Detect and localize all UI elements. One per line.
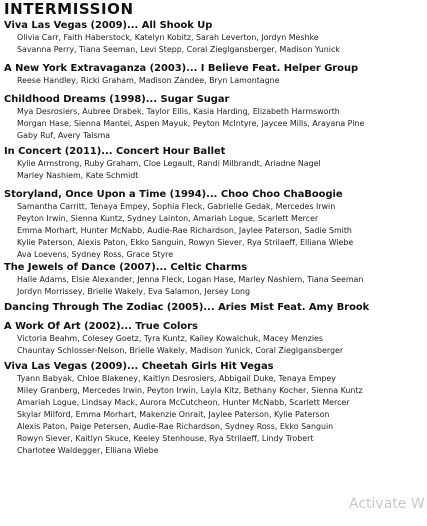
dancer-line: Morgan Hase, Sienna Mantei, Aspen Mayuk, Peyton McIntyre, Jaycee Mills, Arayana Pine <box>17 119 365 128</box>
act-title: In Concert (2011)... Concert Hour Ballet <box>4 146 226 157</box>
act-title: A Work Of Art (2002)... True Colors <box>4 321 198 332</box>
dancer-line: Kylie Paterson, Alexis Paton, Ekko Sanguin, Rowyn Siever, Rya Strilaeff, Elliana Wiebe <box>17 238 354 247</box>
act-title: A New York Extravaganza (2003)... I Believe Feat. Helper Group <box>4 63 359 74</box>
dancer-line: Charlotee Waldegger, Elliana Wiebe <box>17 446 159 455</box>
dancer-line: Jordyn Morrissey, Brielle Wakely, Eva Salamon, Jersey Long <box>17 287 251 296</box>
dancer-line: Emma Morhart, Hunter McNabb, Audie-Rae Richardson, Jaylee Paterson, Sadie Smith <box>17 226 352 235</box>
act-9 <box>3 360 423 457</box>
dancer-line: Amariah Logue, Lindsay Mack, Aurora McCutcheon, Hunter McNabb, Scarlett Mercer <box>17 398 350 407</box>
dancer-line: Rowyn Siever, Kaitlyn Skuce, Keeley Stenhouse, Rya Strilaeff, Lindy Trobert <box>17 434 314 443</box>
dancer-line: Tyann Babyak, Chloe Blakeney, Kaitlyn Desrosiers, Abbigail Duke, Tenaya Empey <box>17 374 336 383</box>
act-title: Childhood Dreams (1998)... Sugar Sugar <box>4 94 230 105</box>
dancer-line: Olivia Carr, Faith Haberstock, Katelyn Kobitz, Sarah Leverton, Jordyn Meshke <box>17 33 319 42</box>
dancer-line: Gaby Ruf, Avery Talsma <box>17 131 111 140</box>
act-title: Viva Las Vegas (2009)... Cheetah Girls Hit Vegas <box>4 361 274 372</box>
dancer-line: Victoria Beahm, Colesey Goetz, Tyra Kuntz, Kailey Kowalchuk, Macey Menzies <box>17 334 324 343</box>
act-2 <box>3 62 423 87</box>
activation-watermark: Activate W <box>349 496 425 512</box>
dancer-line: Mya Desrosiers, Aubree Drabek, Taylor Ellis, Kasia Harding, Elizabeth Harmsworth <box>17 107 340 116</box>
page-heading: INTERMISSION <box>4 0 134 18</box>
dancer-line: Chauntay Schlosser-Nelson, Brielle Wakely, Madison Yunick, Coral Zieglgansberger <box>17 346 344 355</box>
dancer-line: Halle Adams, Elsie Alexander, Jenna Fleck, Logan Hase, Marley Nashiem, Tiana Seeman <box>17 275 364 284</box>
dancer-line: Alexis Paton, Paige Petersen, Audie-Rae Richardson, Sydney Ross, Ekko Sanguin <box>17 422 334 431</box>
act-title: Viva Las Vegas (2009)... All Shook Up <box>4 20 213 31</box>
act-5 <box>3 188 423 261</box>
act-8 <box>3 320 423 357</box>
dancer-line: Samantha Carritt, Tenaya Empey, Sophia Fleck, Gabrielle Gedak, Mercedes Irwin <box>17 202 336 211</box>
program-page <box>3 0 423 457</box>
act-3 <box>3 93 423 142</box>
act-title: The Jewels of Dance (2007)... Celtic Charms <box>4 262 248 273</box>
dancer-line: Reese Handley, Ricki Graham, Madison Zandee, Bryn Lamontagne <box>17 76 280 85</box>
act-4 <box>3 145 423 182</box>
dancer-line: Kylie Armstrong, Ruby Graham, Cloe Legault, Randi Milbrandt, Ariadne Nagel <box>17 159 321 168</box>
act-7 <box>3 301 423 314</box>
act-6 <box>3 261 423 298</box>
act-title: Storyland, Once Upon a Time (1994)... Choo Choo ChaBoogie <box>4 189 343 200</box>
act-title: Dancing Through The Zodiac (2005)... Aries Mist Feat. Amy Brook <box>4 302 370 313</box>
act-1 <box>3 19 423 56</box>
dancer-line: Ava Loevens, Sydney Ross, Grace Styre <box>17 250 174 259</box>
dancer-line: Marley Nashiem, Kate Schmidt <box>17 171 139 180</box>
dancer-line: Savanna Perry, Tiana Seeman, Levi Stepp, Coral Zieglgansberger, Madison Yunick <box>17 45 340 54</box>
dancer-line: Peyton Irwin, Sienna Kuntz, Sydney Lainton, Amariah Logue, Scarlett Mercer <box>17 214 319 223</box>
dancer-line: Skylar Milford, Emma Morhart, Makenzie Onrait, Jaylee Paterson, Kylie Paterson <box>17 410 330 419</box>
dancer-line: Miley Granberg, Mercedes Irwin, Peyton Irwin, Layla Kitz, Bethany Kocher, Sienna Kuntz <box>17 386 363 395</box>
